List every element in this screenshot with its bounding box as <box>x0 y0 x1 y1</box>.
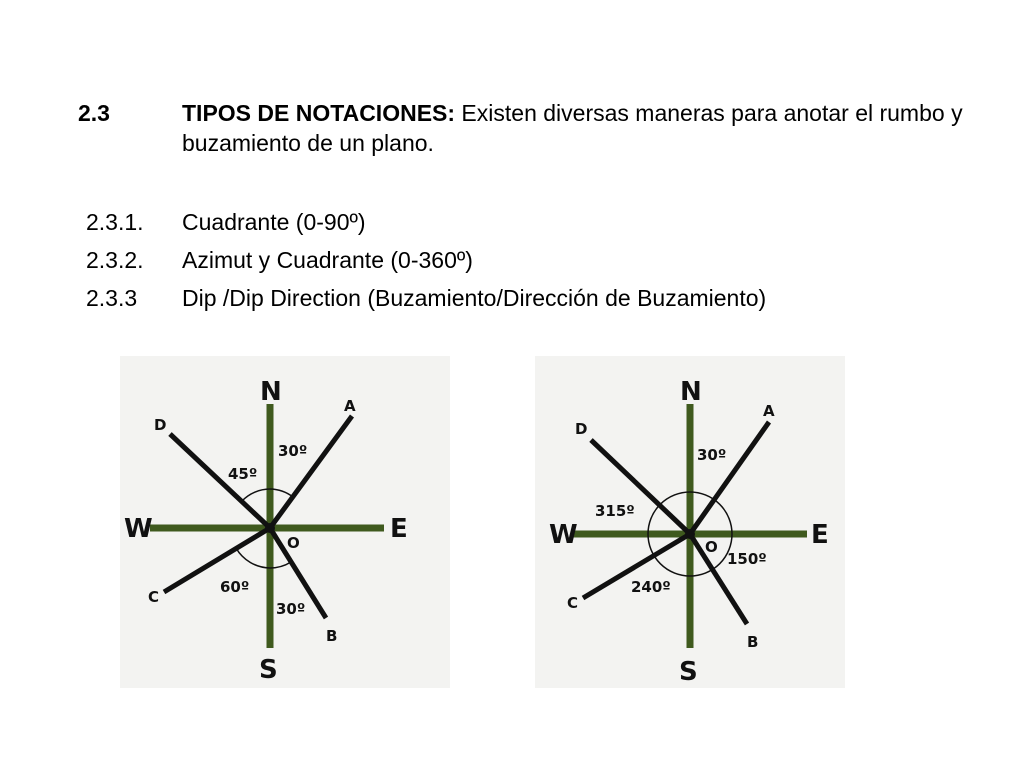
label-west: W <box>124 514 153 544</box>
angle-label-A: 30º <box>697 446 727 464</box>
angle-label-C: 240º <box>631 578 671 596</box>
section-text: Existen diversas maneras para anotar el rumbo y buzamiento de un plano. <box>182 100 963 156</box>
item-number: 2.3.2. <box>86 247 144 273</box>
label-A: A <box>344 397 356 415</box>
item-text: Dip /Dip Direction (Buzamiento/Dirección de Buzamiento) <box>182 285 767 311</box>
label-D: D <box>154 416 167 434</box>
origin-point <box>685 529 695 539</box>
label-east: E <box>811 520 829 550</box>
label-east: E <box>390 514 408 544</box>
angle-label-A: 30º <box>278 442 308 460</box>
angle-label-B: 30º <box>276 600 306 618</box>
item-number: 2.3.1. <box>86 209 144 235</box>
label-west: W <box>549 520 578 550</box>
label-B: B <box>747 633 759 651</box>
azimuth-diagram <box>535 356 845 688</box>
item-text: Cuadrante (0-90º) <box>182 209 366 235</box>
label-south: S <box>259 655 278 685</box>
section-number: 2.3 <box>78 100 110 126</box>
angle-label-D: 315º <box>595 502 635 520</box>
section-description <box>182 98 972 158</box>
label-C: C <box>148 588 160 606</box>
label-A: A <box>763 402 775 420</box>
quadrant-diagram <box>120 356 450 688</box>
label-D: D <box>575 420 588 438</box>
label-north: N <box>680 377 702 407</box>
angle-label-B: 150º <box>727 550 767 568</box>
item-number: 2.3.3 <box>86 285 138 311</box>
angle-label-C: 60º <box>220 578 250 596</box>
label-origin: O <box>287 534 300 552</box>
section-title: TIPOS DE NOTACIONES: <box>182 100 456 126</box>
label-south: S <box>679 657 698 687</box>
label-C: C <box>567 594 579 612</box>
label-origin: O <box>705 538 718 556</box>
label-B: B <box>326 627 338 645</box>
label-north: N <box>260 377 282 407</box>
item-text: Azimut y Cuadrante (0-360º) <box>182 247 473 273</box>
origin-point <box>265 523 275 533</box>
angle-label-D: 45º <box>228 465 258 483</box>
